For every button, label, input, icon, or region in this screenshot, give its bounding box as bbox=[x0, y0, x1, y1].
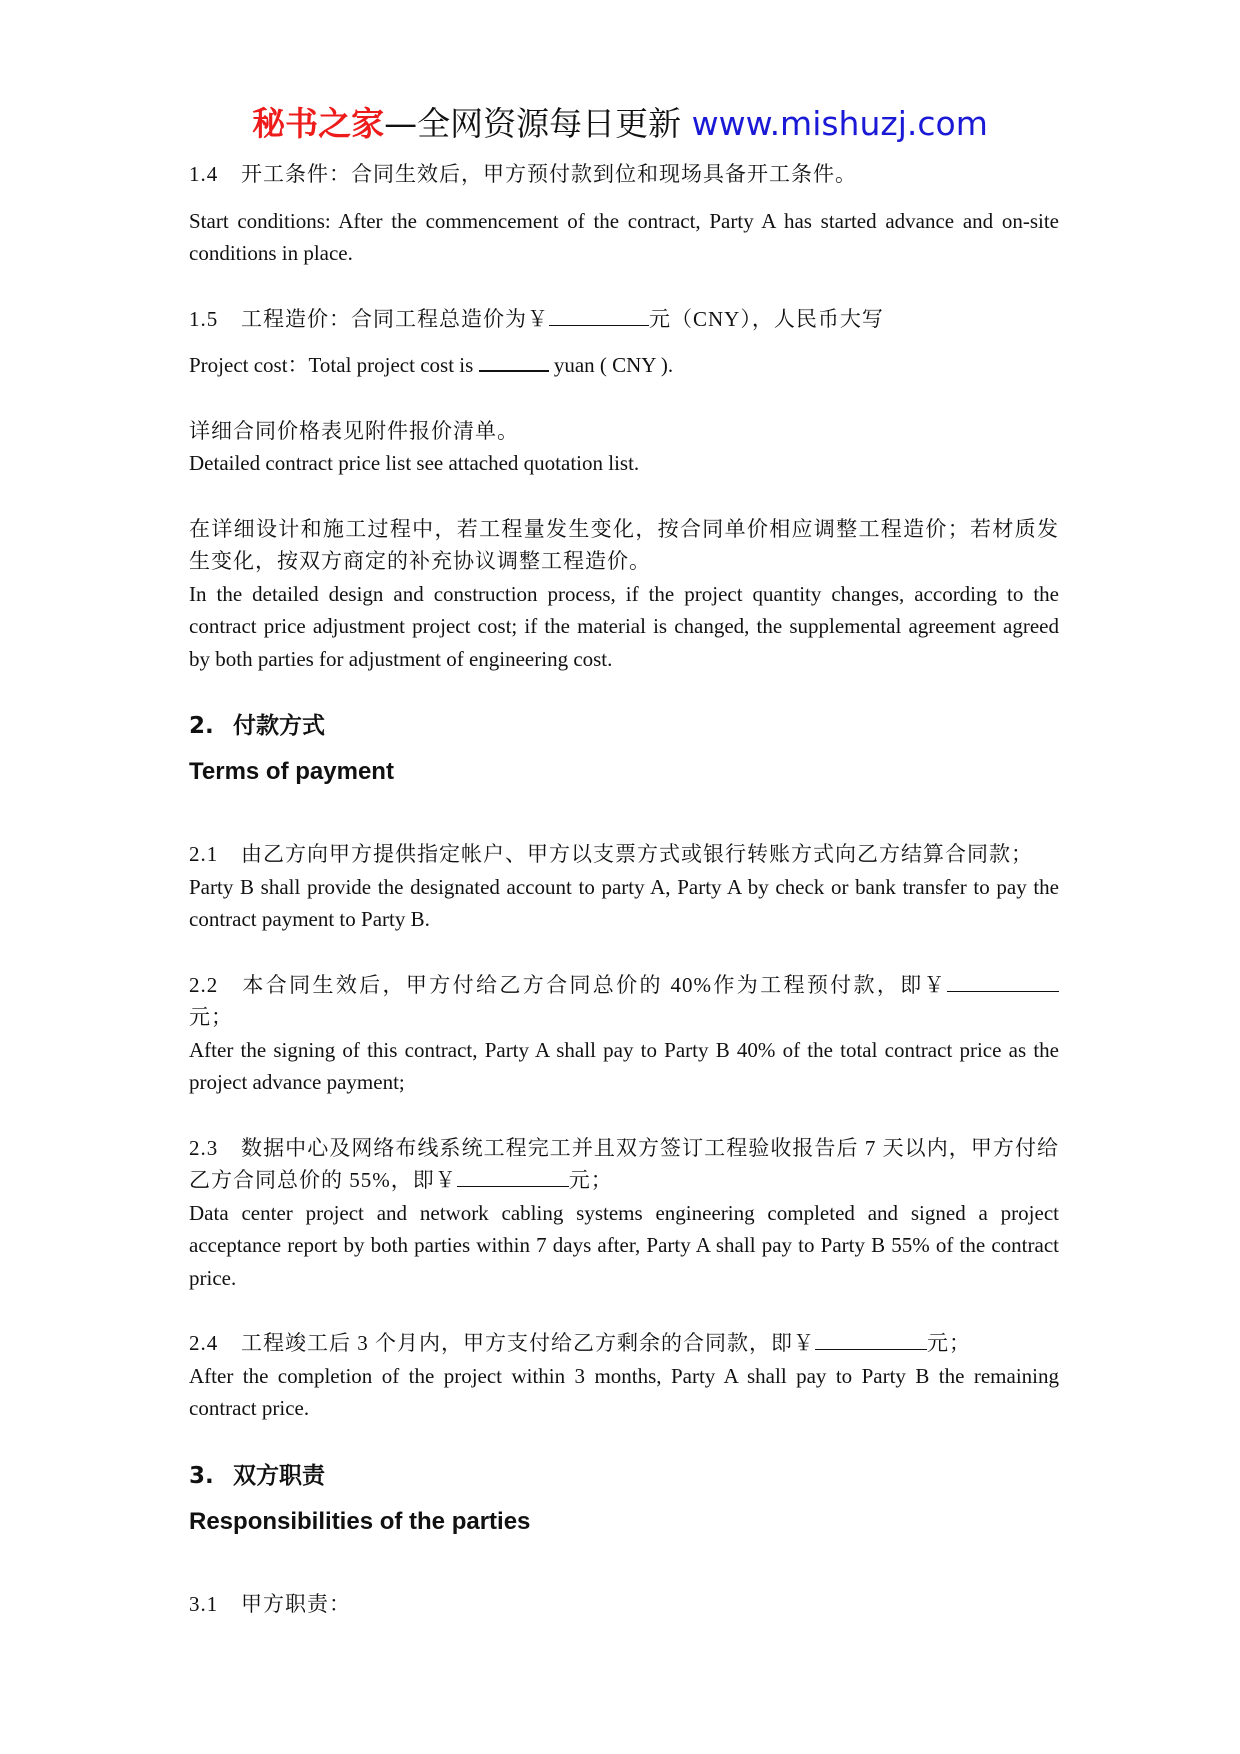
section-3-heading-cn bbox=[189, 1458, 1059, 1494]
clause-number: 2.1 bbox=[189, 842, 219, 866]
adjustment-en: In the detailed design and construction process, if the project quantity changes, according to the contract price adjustment project cost; if the material is changed, the supplemental agreement agreed by both parties for adjustment of engineering cost. bbox=[189, 581, 1059, 671]
clause-text-before: 工程竣工后 3 个月内，甲方支付给乙方剩余的合同款，即￥ bbox=[241, 1331, 815, 1355]
banner-url-link[interactable]: www.mishuzj.com bbox=[691, 104, 988, 143]
clause-text-after: 元； bbox=[927, 1331, 971, 1355]
clause-text-before: Project cost：Total project cost is bbox=[189, 353, 479, 377]
clause-2-1-en: Party B shall provide the designated account to party A, Party A by check or bank transfer to pay the contract payment to Party B. bbox=[189, 874, 1059, 931]
amount-blank bbox=[479, 352, 549, 372]
section-2-heading-en: Terms of payment bbox=[189, 758, 394, 785]
clause-text-before: 工程造价：合同工程总造价为￥ bbox=[241, 306, 549, 331]
document-body bbox=[189, 158, 1059, 1620]
clause-text: 开工条件：合同生效后，甲方预付款到位和现场具备开工条件。 bbox=[241, 162, 857, 186]
clause-text-after: 元； bbox=[189, 1005, 233, 1029]
section-number: 3. bbox=[189, 1462, 214, 1489]
clause-number: 3.1 bbox=[189, 1591, 219, 1616]
clause-number: 1.5 bbox=[189, 306, 219, 331]
section-2-heading-cn bbox=[189, 708, 1059, 744]
section-title: 双方职责 bbox=[233, 1462, 325, 1489]
banner-brand: 秘书之家 bbox=[252, 104, 385, 143]
clause-text: 甲方职责： bbox=[241, 1591, 351, 1616]
clause-number: 2.4 bbox=[189, 1331, 219, 1355]
adjustment-cn: 在详细设计和施工过程中，若工程量发生变化，按合同单价相应调整工程造价；若材质发生变化，按双方商定的补充协议调整工程造价。 bbox=[189, 516, 1059, 573]
section-number: 2. bbox=[189, 713, 214, 739]
clause-text-after: 元； bbox=[568, 1168, 613, 1192]
clause-3-1-cn bbox=[189, 1588, 1059, 1621]
clause-2-2-cn bbox=[189, 969, 1059, 1034]
clause-1-5-cn bbox=[189, 303, 1059, 336]
clause-2-2-en: After the signing of this contract, Party A shall pay to Party B 40% of the total contract price as the project advance payment; bbox=[189, 1037, 1059, 1094]
amount-blank bbox=[947, 971, 1059, 992]
clause-1-4-cn bbox=[189, 158, 1059, 191]
clause-2-3-cn bbox=[189, 1132, 1059, 1197]
clause-number: 2.3 bbox=[189, 1135, 219, 1160]
clause-2-3-en: Data center project and network cabling systems engineering completed and signed a project acceptance report by both parties within 7 days after, Party A shall pay to Party B 55% of the contract price. bbox=[189, 1200, 1059, 1290]
clause-text-before: 本合同生效后，甲方付给乙方合同总价的 40%作为工程预付款，即￥ bbox=[241, 972, 947, 997]
clause-number: 2.2 bbox=[189, 972, 219, 997]
amount-blank bbox=[549, 305, 649, 326]
price-list-en: Detailed contract price list see attached quotation list. bbox=[189, 451, 640, 475]
price-list-cn: 详细合同价格表见附件报价清单。 bbox=[189, 418, 519, 443]
clause-1-4-en: Start conditions: After the commencement of the contract, Party A has started advance and on-site conditions in place. bbox=[189, 208, 1059, 265]
clause-text-after: yuan ( CNY ). bbox=[548, 353, 674, 377]
banner-tagline: —全网资源每日更新 bbox=[384, 104, 692, 143]
clause-text: 由乙方向甲方提供指定帐户、甲方以支票方式或银行转账方式向乙方结算合同款； bbox=[241, 842, 1033, 866]
clause-1-5-en bbox=[189, 349, 1059, 382]
clause-2-1-cn bbox=[189, 838, 1059, 871]
clause-text-after: 元（CNY），人民币大写 bbox=[649, 306, 884, 331]
amount-blank bbox=[457, 1166, 569, 1187]
amount-blank bbox=[815, 1329, 927, 1350]
clause-2-4-en: After the completion of the project within 3 months, Party A shall pay to Party B the remaining contract price. bbox=[189, 1363, 1059, 1420]
section-3-heading-en: Responsibilities of the parties bbox=[189, 1507, 531, 1535]
site-banner bbox=[0, 100, 1240, 148]
clause-text-before: 数据中心及网络布线系统工程完工并且双方签订工程验收报告后 7 天以内，甲方付给乙方合同总价的 55%，即￥ bbox=[189, 1135, 1059, 1192]
clause-2-4-cn bbox=[189, 1327, 1059, 1360]
clause-number: 1.4 bbox=[189, 162, 219, 186]
section-title: 付款方式 bbox=[233, 713, 325, 739]
